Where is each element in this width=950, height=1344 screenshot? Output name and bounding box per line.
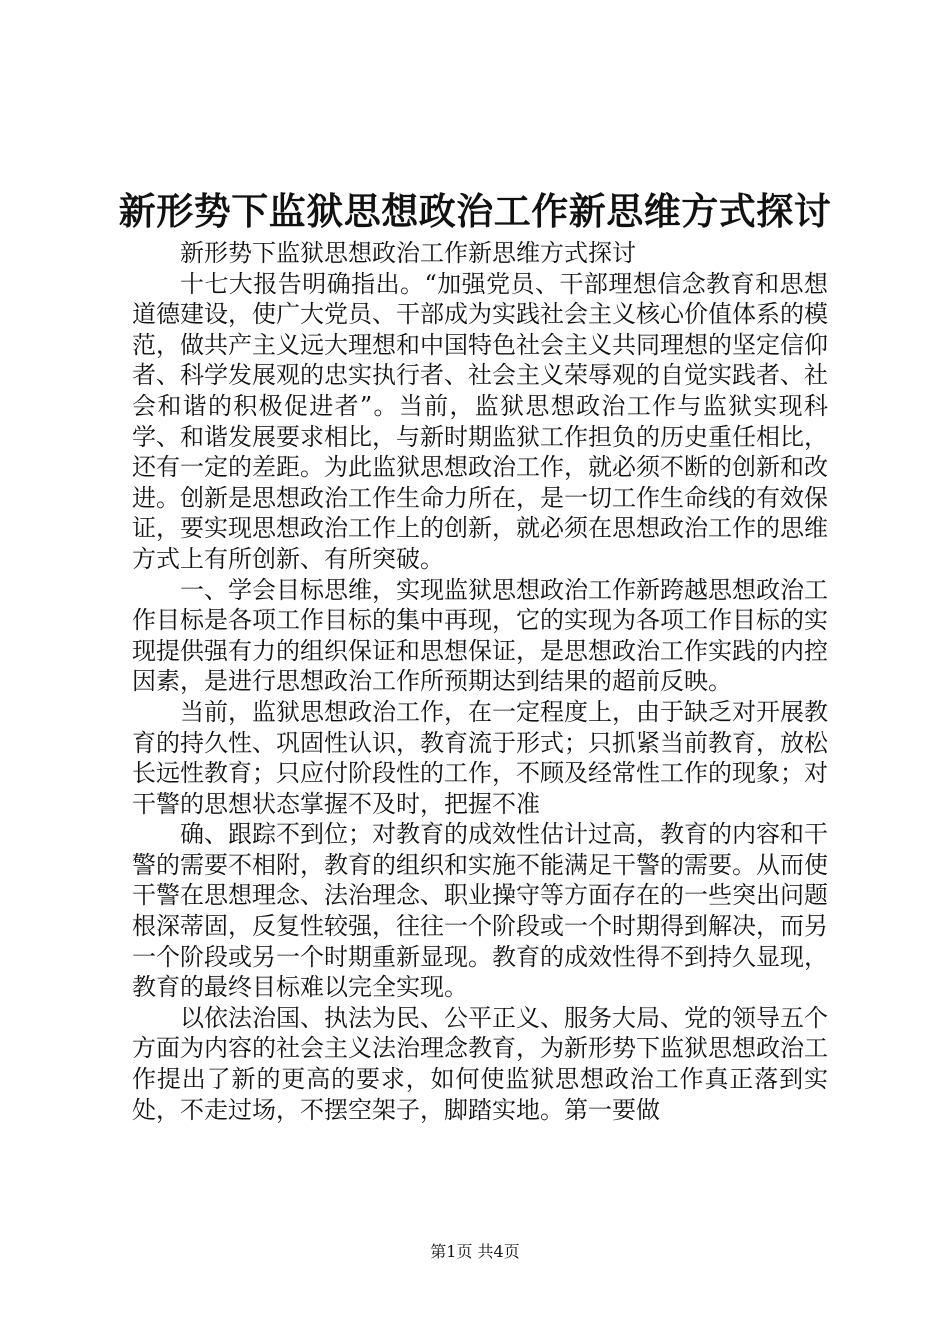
paragraph: 十七大报告明确指出。“加强党员、干部理想信念教育和思想道德建设，使广大党员、干部成为实践社会主义核心价值体系的模范，做共产主义远大理想和中国特色社会主义共同理想的坚定信仰者、科学发展观的忠实执行者、社会主义荣辱观的自觉实践者、社会和谐的积极促进者”。当前，监狱思想政治工作与监狱实现科学、和谐发展要求相比，与新时期监狱工作担负的历史重任相比，还有一定的差距。为此监狱思想政治工作，就必须不断的创新和改进。创新是思想政治工作生命力所在，是一切工作生命线的有效保证，要实现思想政治工作上的创新，就必须在思想政治工作的思维方式上有所创新、有所突破。 [132,269,828,573]
document-title: 新形势下监狱思想政治工作新思维方式探讨 [118,189,832,233]
document-body [132,238,828,1125]
paragraph-subtitle: 新形势下监狱思想政治工作新思维方式探讨 [180,239,636,267]
paragraph: 以依法治国、执法为民、公平正义、服务大局、党的领导五个方面为内容的社会主义法治理念教育，为新形势下监狱思想政治工作提出了新的更高的要求，如何使监狱思想政治工作真正落到实处，不走过场，不摆空架子，脚踏实地。第一要做 [132,1003,828,1124]
paragraph: 当前，监狱思想政治工作，在一定程度上，由于缺乏对开展教育的持久性、巩固性认识，教育流于形式；只抓紧当前教育，放松长远性教育；只应付阶段性的工作，不顾及经常性工作的现象；对干警的思想状态掌握不及时，把握不准 [132,697,828,818]
page-number-footer: 第1页 共4页 [430,1242,520,1261]
paragraph: 一、学会目标思维，实现监狱思想政治工作新跨越思想政治工作目标是各项工作目标的集中再现，它的实现为各项工作目标的实现提供强有力的组织保证和思想保证，是思想政治工作实践的内控因素，是进行思想政治工作所预期达到结果的超前反映。 [132,575,828,696]
paragraph: 确、跟踪不到位；对教育的成效性估计过高，教育的内容和干警的需要不相附，教育的组织和实施不能满足干警的需要。从而使干警在思想理念、法治理念、职业操守等方面存在的一些突出问题根深蒂固，反复性较强，往往一个阶段或一个时期得到解决，而另一个阶段或另一个时期重新显现。教育的成效性得不到持久显现，教育的最终目标难以完全实现。 [132,820,828,1002]
